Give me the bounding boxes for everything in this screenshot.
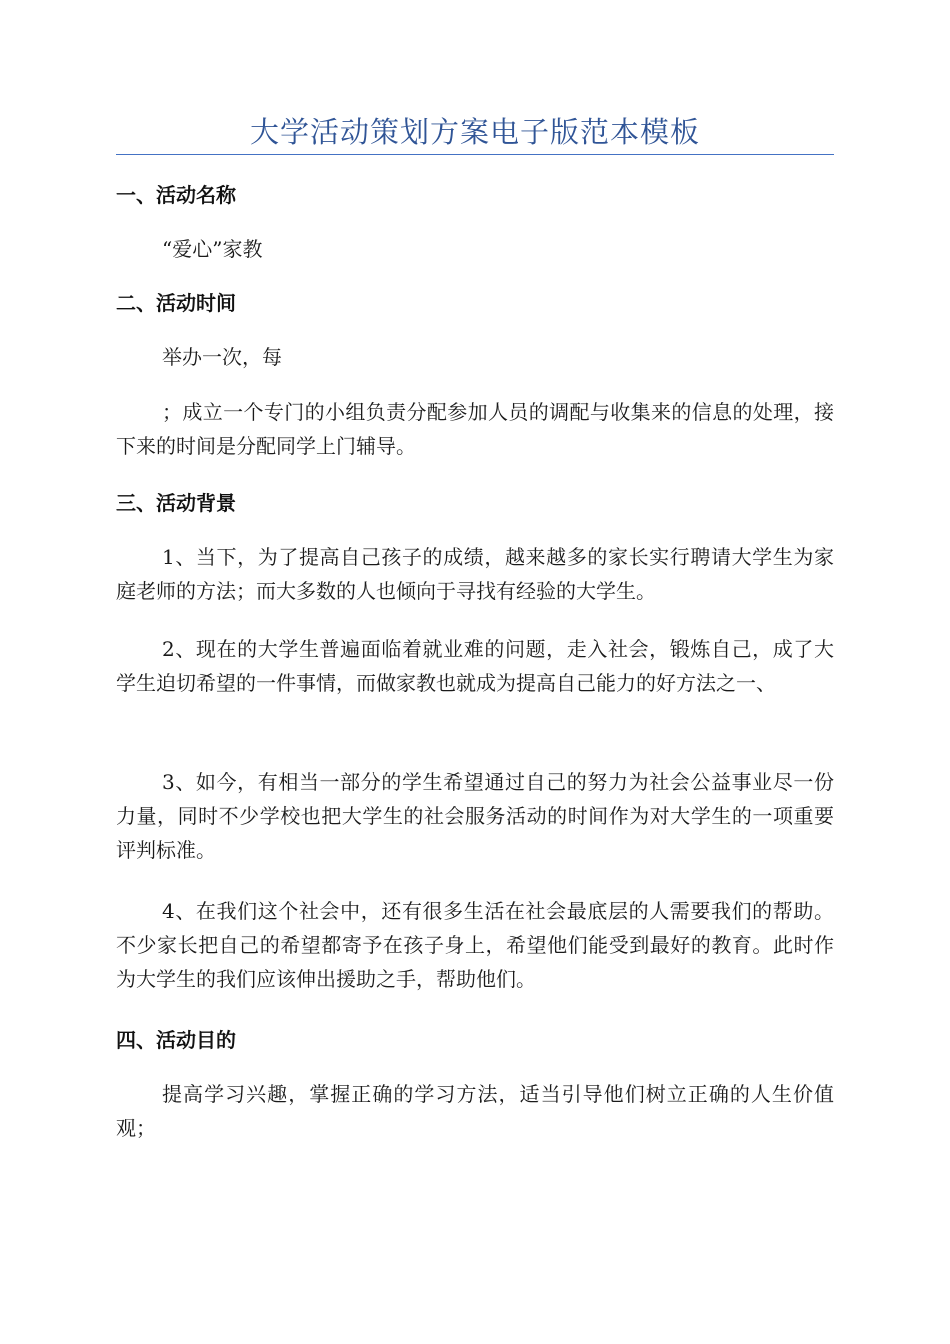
paragraph-background-2: 2、现在的大学生普遍面临着就业难的问题，走入社会，锻炼自己，成了大学生迫切希望的一件事情，而做家教也就成为提高自己能力的好方法之一、 — [116, 637, 834, 695]
section-heading-activity-time: 二、活动时间 — [116, 291, 236, 315]
section-heading-activity-purpose: 四、活动目的 — [116, 1028, 236, 1052]
paragraph-background-1: 1、当下，为了提高自己孩子的成绩，越来越多的家长实行聘请大学生为家庭老师的方法；而大多数的人也倾向于寻找有经验的大学生。 — [116, 545, 834, 603]
paragraph-activity-time-1: 举办一次，每 — [162, 345, 282, 369]
paragraph-background-4: 4、在我们这个社会中，还有很多生活在社会最底层的人需要我们的帮助。不少家长把自己的希望都寄予在孩子身上，希望他们能受到最好的教育。此时作为大学生的我们应该伸出援助之手，帮助他们。 — [116, 899, 834, 991]
section-heading-activity-background: 三、活动背景 — [116, 491, 236, 515]
section-heading-activity-name: 一、活动名称 — [116, 183, 236, 207]
document-title: 大学活动策划方案电子版范本模板 — [249, 115, 700, 149]
paragraph-activity-name: “爱心”家教 — [162, 237, 263, 261]
title-underline — [116, 154, 834, 155]
paragraph-background-3: 3、如今，有相当一部分的学生希望通过自己的努力为社会公益事业尽一份力量，同时不少学校也把大学生的社会服务活动的时间作为对大学生的一项重要评判标准。 — [116, 770, 834, 862]
paragraph-activity-purpose: 提高学习兴趣，掌握正确的学习方法，适当引导他们树立正确的人生价值观； — [116, 1082, 834, 1140]
paragraph-activity-time-2: ；成立一个专门的小组负责分配参加人员的调配与收集来的信息的处理，接下来的时间是分配同学上门辅导。 — [116, 400, 834, 458]
